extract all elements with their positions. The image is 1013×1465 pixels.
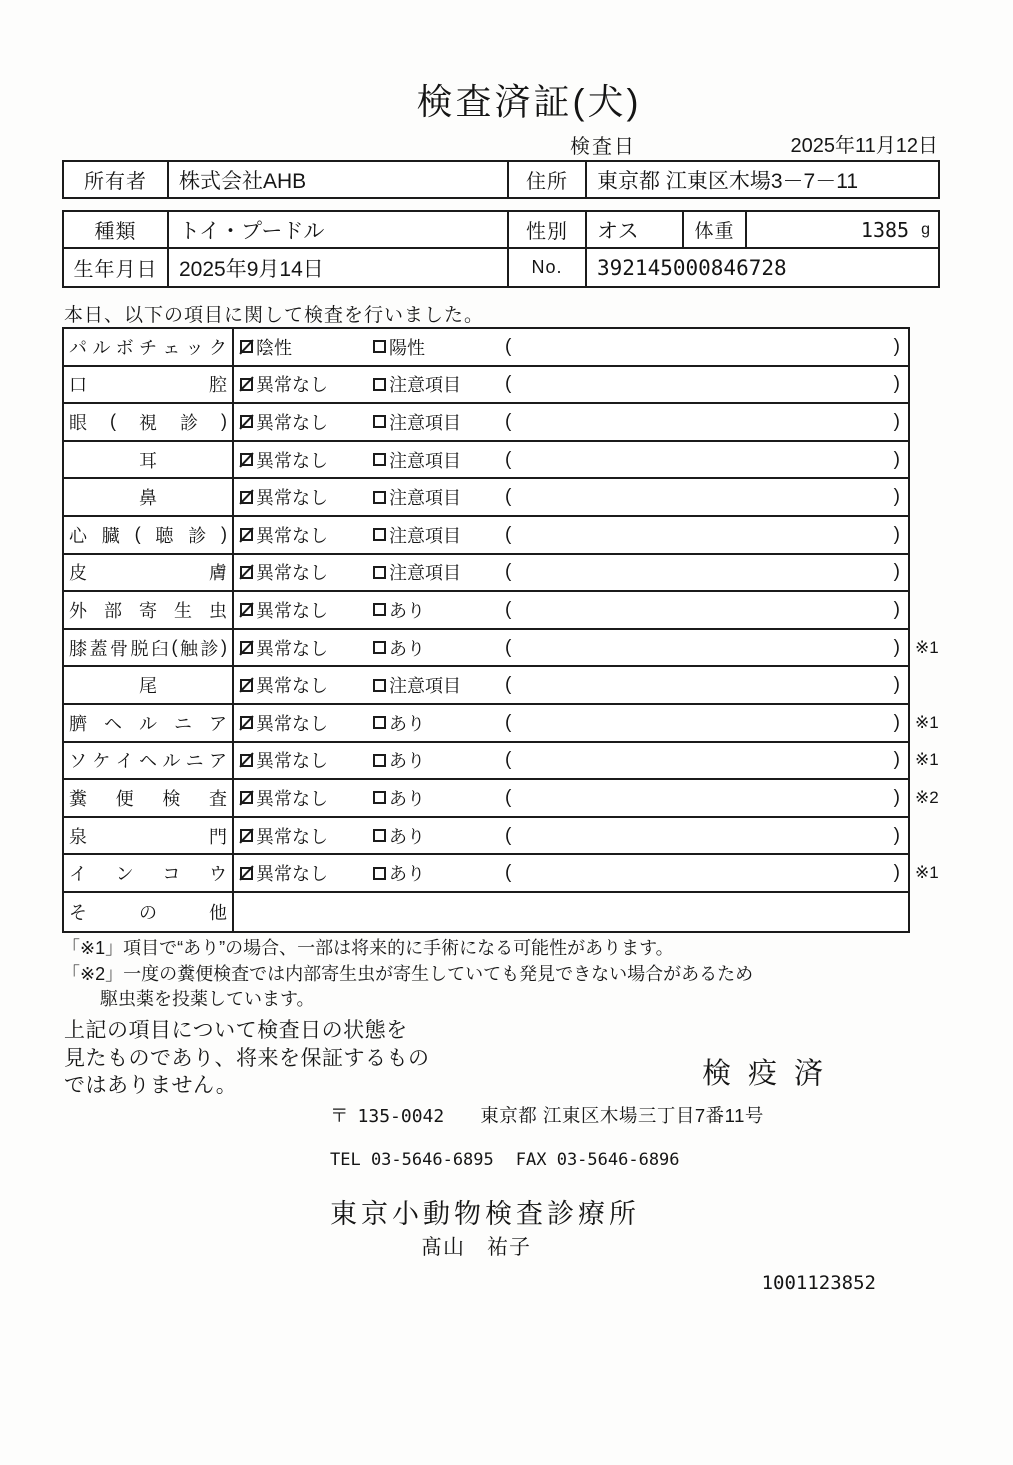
option-1-label: 異常なし xyxy=(256,751,328,772)
inspection-item-label: 尾 xyxy=(64,667,234,703)
reference-mark: ※1 xyxy=(915,750,939,770)
checkbox-unchecked-icon xyxy=(373,829,386,842)
inspection-item-label: パ ル ボ チ ェ ッ ク xyxy=(64,329,234,365)
result-option-1 xyxy=(240,559,373,585)
checkbox-checked-icon xyxy=(240,453,253,466)
option-1-label: 異常なし xyxy=(256,563,328,584)
clinic-postal-line xyxy=(330,1102,764,1128)
checkbox-checked-icon xyxy=(240,415,253,428)
inspection-options xyxy=(234,404,908,440)
inspection-options xyxy=(234,855,908,891)
disclaimer xyxy=(64,1017,430,1100)
inspection-row xyxy=(64,705,939,743)
intro-text: 本日、以下の項目に関して検査を行いました。 xyxy=(64,305,485,326)
inspection-row xyxy=(64,818,908,856)
result-option-2 xyxy=(373,710,505,736)
checkbox-unchecked-icon xyxy=(373,566,386,579)
checkbox-unchecked-icon xyxy=(373,603,386,616)
disclaimer-line-1: 上記の項目について検査日の状態を xyxy=(64,1019,408,1042)
inspection-row xyxy=(64,329,908,367)
result-option-1 xyxy=(240,860,373,886)
paren-open: ( xyxy=(505,448,512,470)
paren-open: ( xyxy=(505,335,512,357)
inspection-row xyxy=(64,630,939,668)
checkbox-checked-icon xyxy=(240,867,253,880)
inspection-options xyxy=(234,329,908,365)
checkbox-checked-icon xyxy=(240,641,253,654)
inspection-options xyxy=(234,667,908,703)
breed-row xyxy=(64,212,938,249)
inspection-item-label: そ の 他 xyxy=(64,893,234,931)
inspection-options xyxy=(234,367,908,403)
paren-open: ( xyxy=(505,523,512,545)
veterinarian-name: 髙山 祐子 xyxy=(421,1236,531,1259)
breed-value-cell: トイ・プードル xyxy=(167,212,507,247)
inspection-row xyxy=(64,855,939,893)
postal-code: 135-0042 xyxy=(357,1106,445,1127)
checkbox-unchecked-icon xyxy=(373,791,386,804)
checkbox-unchecked-icon xyxy=(373,340,386,353)
inspection-row xyxy=(64,404,908,442)
inspection-item-label: 臍 ヘ ル ニ ア xyxy=(64,705,234,741)
weight-value: 1385 xyxy=(860,217,910,242)
option-2-label: 注意項目 xyxy=(389,450,461,471)
inspection-row xyxy=(64,479,908,517)
checkbox-unchecked-icon xyxy=(373,679,386,692)
checkbox-checked-icon xyxy=(240,491,253,504)
remarks-field xyxy=(505,599,908,621)
sex-value-cell: オス xyxy=(585,212,682,247)
owner-value-cell: 株式会社AHB xyxy=(167,162,507,197)
option-2-label: 注意項目 xyxy=(389,525,461,546)
sex-label-cell: 性別 xyxy=(507,212,585,247)
birth-value-cell: 2025年9月14日 xyxy=(167,249,507,286)
option-2-label: あり xyxy=(389,638,425,659)
clinic-fax: FAX 03-5646-6896 xyxy=(515,1150,680,1170)
owner-label-cell: 所有者 xyxy=(84,171,147,193)
inspection-item-label: 泉 門 xyxy=(64,818,234,854)
inspection-item-label: 眼 ( 視 診 ) xyxy=(64,404,234,440)
reference-mark: ※1 xyxy=(915,637,939,657)
no-label-cell: No. xyxy=(507,249,585,286)
paren-open: ( xyxy=(505,486,512,508)
option-2-label: あり xyxy=(389,751,425,772)
option-1-label: 異常なし xyxy=(256,826,328,847)
paren-open: ( xyxy=(505,749,512,771)
option-1-label: 異常なし xyxy=(256,450,328,471)
paren-open: ( xyxy=(505,373,512,395)
option-2-label: 陽性 xyxy=(389,337,425,358)
checkbox-checked-icon xyxy=(240,754,253,767)
inspection-date-value: 2025年11月12日 xyxy=(790,135,938,157)
address-label-cell: 住所 xyxy=(507,162,585,197)
disclaimer-line-3: ではありません。 xyxy=(64,1074,238,1097)
checkbox-checked-icon xyxy=(240,378,253,391)
inspection-row xyxy=(64,517,908,555)
checkbox-checked-icon xyxy=(240,340,253,353)
checkbox-unchecked-icon xyxy=(373,491,386,504)
inspection-options xyxy=(234,743,908,779)
paren-close: ) xyxy=(893,373,900,395)
option-1-label: 異常なし xyxy=(256,676,328,697)
result-option-1 xyxy=(240,522,373,548)
result-option-1 xyxy=(240,447,373,473)
result-option-1 xyxy=(240,785,373,811)
checkbox-checked-icon xyxy=(240,603,253,616)
inspection-item-label: ソ ケ イ ヘ ル ニ ア xyxy=(64,743,234,779)
paren-close: ) xyxy=(893,824,900,846)
remarks-field xyxy=(505,411,908,433)
result-option-1 xyxy=(240,823,373,849)
inspection-item-label: 耳 xyxy=(64,442,234,478)
quarantine-stamp: 検疫済 xyxy=(702,1058,841,1090)
inspection-row xyxy=(64,780,939,818)
result-option-2 xyxy=(373,823,505,849)
birth-row xyxy=(64,249,938,286)
checkbox-unchecked-icon xyxy=(373,415,386,428)
remarks-field xyxy=(505,373,908,395)
remarks-field xyxy=(505,524,908,546)
remarks-field xyxy=(505,787,908,809)
remarks-field xyxy=(505,486,908,508)
inspection-item-label: 皮 膚 xyxy=(64,555,234,591)
option-1-label: 異常なし xyxy=(256,788,328,809)
result-option-2 xyxy=(373,747,505,773)
paren-open: ( xyxy=(505,598,512,620)
paren-open: ( xyxy=(505,711,512,733)
inspection-options xyxy=(234,479,908,515)
option-1-label: 陰性 xyxy=(256,337,292,358)
checkbox-unchecked-icon xyxy=(373,867,386,880)
option-2-label: あり xyxy=(389,600,425,621)
footnote-2: 「※2」一度の糞便検査では内部寄生虫が寄生していても発見できない場合があるため xyxy=(62,963,754,984)
inspection-table xyxy=(62,327,939,933)
owner-table xyxy=(62,160,940,199)
checkbox-checked-icon xyxy=(240,566,253,579)
reference-mark: ※2 xyxy=(915,787,939,807)
paren-open: ( xyxy=(505,674,512,696)
inspection-options xyxy=(234,780,908,816)
paren-open: ( xyxy=(505,636,512,658)
paren-close: ) xyxy=(893,486,900,508)
inspection-item-label: 口 腔 xyxy=(64,367,234,403)
result-option-2 xyxy=(373,371,505,397)
inspection-item-label: 膝 蓋 骨 脱 臼 ( 触 診 ) xyxy=(64,630,234,666)
inspection-options xyxy=(234,818,908,854)
checkbox-checked-icon xyxy=(240,528,253,541)
result-option-2 xyxy=(373,522,505,548)
paren-open: ( xyxy=(505,786,512,808)
remarks-field xyxy=(505,749,908,771)
disclaimer-line-2: 見たものであり、将来を保証するもの xyxy=(64,1046,430,1070)
no-value-cell: 392145000846728 xyxy=(585,249,938,286)
checkbox-checked-icon xyxy=(240,791,253,804)
option-1-label: 異常なし xyxy=(256,864,328,885)
footnotes xyxy=(62,936,753,1013)
remarks-field xyxy=(505,712,908,734)
option-1-label: 異常なし xyxy=(256,488,328,509)
weight-unit: g xyxy=(921,220,930,238)
paren-open: ( xyxy=(505,824,512,846)
paren-close: ) xyxy=(893,711,900,733)
owner-row xyxy=(64,162,938,197)
option-2-label: あり xyxy=(389,788,425,809)
footnote-2-cont: 駆虫薬を投薬しています。 xyxy=(100,989,315,1009)
option-2-label: 注意項目 xyxy=(389,412,461,433)
birth-label-cell: 生年月日 xyxy=(73,259,158,281)
checkbox-unchecked-icon xyxy=(373,716,386,729)
option-2-label: あり xyxy=(389,864,425,885)
address-value-cell: 東京都 江東区木場3－7－11 xyxy=(585,162,938,197)
clinic-name: 東京小動物検査診療所 xyxy=(330,1199,640,1229)
result-option-1 xyxy=(240,597,373,623)
inspection-options xyxy=(234,442,908,478)
option-1-label: 異常なし xyxy=(256,525,328,546)
remarks-field xyxy=(505,862,908,884)
inspection-item-label: 鼻 xyxy=(64,479,234,515)
result-option-1 xyxy=(240,710,373,736)
paren-close: ) xyxy=(893,862,900,884)
inspection-row xyxy=(64,743,939,781)
clinic-tel-line xyxy=(330,1150,680,1170)
result-option-1 xyxy=(240,672,373,698)
paren-close: ) xyxy=(893,636,900,658)
inspection-options xyxy=(234,517,908,553)
remarks-field xyxy=(505,336,908,358)
result-option-2 xyxy=(373,559,505,585)
result-option-2 xyxy=(373,409,505,435)
result-option-1 xyxy=(240,409,373,435)
checkbox-checked-icon xyxy=(240,829,253,842)
checkbox-unchecked-icon xyxy=(373,641,386,654)
remarks-field xyxy=(505,561,908,583)
animal-table xyxy=(62,210,940,288)
paren-open: ( xyxy=(505,862,512,884)
inspection-row xyxy=(64,667,908,705)
breed-label-cell: 種類 xyxy=(94,221,137,243)
option-2-label: 注意項目 xyxy=(389,676,461,697)
option-2-label: あり xyxy=(389,713,425,734)
remarks-field xyxy=(505,449,908,471)
paren-close: ) xyxy=(893,448,900,470)
inspection-options xyxy=(234,630,908,666)
result-option-1 xyxy=(240,635,373,661)
option-2-label: 注意項目 xyxy=(389,375,461,396)
clinic-address: 東京都 江東区木場三丁目7番11号 xyxy=(480,1105,764,1126)
inspection-date-label: 検査日 xyxy=(570,136,636,158)
result-option-2 xyxy=(373,447,505,473)
result-option-2 xyxy=(373,785,505,811)
result-option-1 xyxy=(240,371,373,397)
remarks-field xyxy=(505,674,908,696)
result-option-2 xyxy=(373,635,505,661)
result-option-2 xyxy=(373,672,505,698)
paren-close: ) xyxy=(893,786,900,808)
footnote-1: 「※1」項目で“あり”の場合、一部は将来的に手術になる可能性があります。 xyxy=(62,938,674,958)
option-1-label: 異常なし xyxy=(256,713,328,734)
result-option-1 xyxy=(240,334,373,360)
inspection-options xyxy=(234,592,908,628)
inspection-options xyxy=(234,893,908,931)
result-option-2 xyxy=(373,484,505,510)
checkbox-unchecked-icon xyxy=(373,754,386,767)
inspection-item-label: 心 臓 ( 聴 診 ) xyxy=(64,517,234,553)
option-2-label: 注意項目 xyxy=(389,488,461,509)
checkbox-unchecked-icon xyxy=(373,453,386,466)
weight-value-cell xyxy=(745,212,938,247)
option-1-label: 異常なし xyxy=(256,600,328,621)
paren-open: ( xyxy=(505,410,512,432)
certificate-title: 検査済証(犬) xyxy=(416,81,642,122)
checkbox-checked-icon xyxy=(240,716,253,729)
clinic-tel: TEL 03-5646-6895 xyxy=(330,1150,494,1170)
inspection-item-label: イ ン コ ウ xyxy=(64,855,234,891)
weight-label-cell: 体重 xyxy=(682,212,745,247)
inspection-row xyxy=(64,893,908,931)
inspection-item-label: 外 部 寄 生 虫 xyxy=(64,592,234,628)
reference-mark: ※1 xyxy=(915,863,939,883)
option-1-label: 異常なし xyxy=(256,375,328,396)
result-option-2 xyxy=(373,860,505,886)
paren-open: ( xyxy=(505,561,512,583)
result-option-1 xyxy=(240,747,373,773)
inspection-row xyxy=(64,555,908,593)
inspection-row xyxy=(64,592,908,630)
paren-close: ) xyxy=(893,523,900,545)
document-number: 1001123852 xyxy=(761,1272,876,1294)
paren-close: ) xyxy=(893,674,900,696)
paren-close: ) xyxy=(893,335,900,357)
inspection-options xyxy=(234,705,908,741)
inspection-options xyxy=(234,555,908,591)
checkbox-unchecked-icon xyxy=(373,378,386,391)
paren-close: ) xyxy=(893,561,900,583)
postal-mark: 〒 xyxy=(330,1105,349,1126)
paren-close: ) xyxy=(893,598,900,620)
inspection-row xyxy=(64,367,908,405)
option-1-label: 異常なし xyxy=(256,412,328,433)
paren-close: ) xyxy=(893,410,900,432)
reference-mark: ※1 xyxy=(915,712,939,732)
checkbox-checked-icon xyxy=(240,679,253,692)
result-option-2 xyxy=(373,597,505,623)
inspection-item-label: 糞 便 検 査 xyxy=(64,780,234,816)
result-option-1 xyxy=(240,484,373,510)
paren-close: ) xyxy=(893,749,900,771)
checkbox-unchecked-icon xyxy=(373,528,386,541)
option-1-label: 異常なし xyxy=(256,638,328,659)
remarks-field xyxy=(505,825,908,847)
result-option-2 xyxy=(373,334,505,360)
option-2-label: あり xyxy=(389,826,425,847)
option-2-label: 注意項目 xyxy=(389,563,461,584)
remarks-field xyxy=(505,637,908,659)
inspection-row xyxy=(64,442,908,480)
